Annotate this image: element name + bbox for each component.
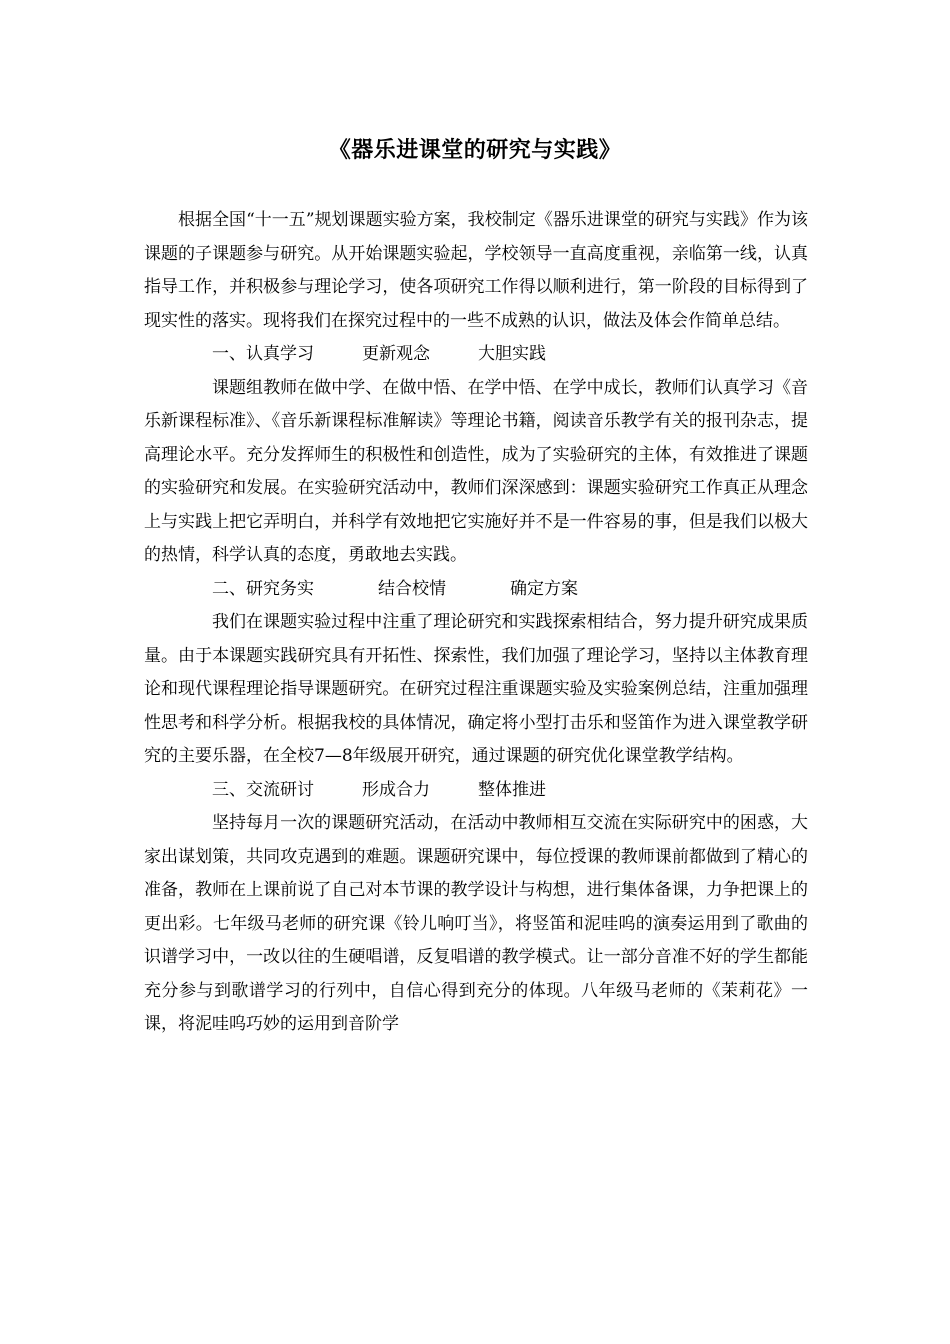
section-heading-1-part-3: 大胆实践 bbox=[478, 344, 546, 364]
document-title: 《器乐进课堂的研究与实践》 bbox=[328, 137, 622, 163]
section-heading-2-part-3: 确定方案 bbox=[510, 578, 578, 599]
section-heading-3-part-3: 整体推进 bbox=[478, 779, 546, 800]
document-body bbox=[144, 204, 808, 1042]
section-heading-3-part-1: 三、交流研讨 bbox=[212, 779, 314, 800]
section-heading-1 bbox=[144, 338, 808, 372]
section-heading-3 bbox=[144, 774, 808, 808]
section-heading-1-part-1: 一、认真学习 bbox=[212, 344, 314, 364]
section-body-2: 我们在课题实验过程中注重了理论研究和实践探索相结合，努力提升研究成果质量。由于本课题实践研究具有开拓性、探索性，我们加强了理论学习，坚持以主体教育理论和现代课程理论指导课题研究。在研究过程注重课题实验及实验案例总结，注重加强理性思考和科学分析。根据我校的具体情况，确定将小型打击乐和竖笛作为进入课堂教学研究的主要乐器，在全校7—8年级展开研究，通过课题的研究优化课堂教学结构。 bbox=[144, 612, 808, 766]
section-heading-2 bbox=[144, 573, 808, 607]
intro-paragraph: 根据全国“十一五”规划课题实验方案，我校制定《器乐进课堂的研究与实践》作为该课题的子课题参与研究。从开始课题实验起，学校领导一直高度重视，亲临第一线，认真指导工作，并积极参与理论学习，使各项研究工作得以顺利进行，第一阶段的目标得到了现实性的落实。现将我们在探究过程中的一些不成熟的认识，做法及体会作简单总结。 bbox=[144, 210, 808, 331]
section-body-3: 坚持每月一次的课题研究活动，在活动中教师相互交流在实际研究中的困惑，大家出谋划策，共同攻克遇到的难题。课题研究课中，每位授课的教师课前都做到了精心的准备，教师在上课前说了自己对本节课的教学设计与构想，进行集体备课，力争把课上的更出彩。七年级马老师的研究课《铃儿响叮当》，将竖笛和泥哇呜的演奏运用到了歌曲的识谱学习中，一改以往的生硬唱谱，反复唱谱的教学模式。让一部分音准不好的学生都能充分参与到歌谱学习的行列中，自信心得到充分的体现。八年级马老师的《茉莉花》一课，将泥哇呜巧妙的运用到音阶学 bbox=[144, 813, 808, 1034]
section-heading-2-part-2: 结合校情 bbox=[378, 578, 446, 599]
section-heading-3-part-2: 形成合力 bbox=[362, 779, 430, 800]
section-body-1: 课题组教师在做中学、在做中悟、在学中悟、在学中成长，教师们认真学习《音乐新课程标准》、《音乐新课程标准解读》等理论书籍，阅读音乐教学有关的报刊杂志，提高理论水平。充分发挥师生的积极性和创造性，成为了实验研究的主体，有效推进了课题的实验研究和发展。在实验研究活动中，教师们深深感到：课题实验研究工作真正从理念上与实践上把它弄明白，并科学有效地把它实施好并不是一件容易的事，但是我们以极大的热情，科学认真的态度，勇敢地去实践。 bbox=[144, 377, 808, 565]
section-heading-1-part-2: 更新观念 bbox=[362, 344, 430, 364]
section-heading-2-part-1: 二、研究务实 bbox=[212, 578, 314, 599]
